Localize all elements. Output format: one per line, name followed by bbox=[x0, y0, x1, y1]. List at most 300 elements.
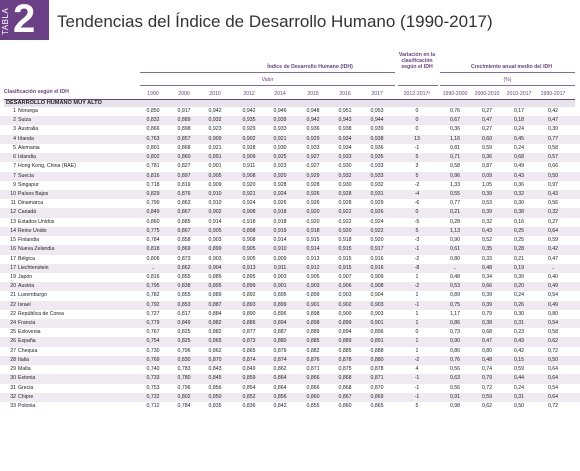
value-cell: 1 bbox=[415, 347, 419, 354]
value-cell: 0,903 bbox=[208, 255, 222, 262]
value-cell: 0,899 bbox=[306, 292, 320, 299]
value-cell: -1 bbox=[414, 301, 420, 308]
value-cell: 0,64 bbox=[547, 227, 559, 234]
value-cell: 0,850 bbox=[208, 393, 222, 400]
value-cell: 0,869 bbox=[370, 393, 384, 400]
value-cell: 0,98 bbox=[449, 403, 461, 409]
value-cell: 0,939 bbox=[370, 126, 384, 133]
value-cell: 0,801 bbox=[146, 144, 160, 151]
value-cell: 0,926 bbox=[273, 200, 287, 207]
value-cell: 0,860 bbox=[177, 154, 191, 161]
value-cell: 0,854 bbox=[242, 384, 256, 391]
value-cell: 0,730 bbox=[146, 347, 160, 354]
value-cell: 0,90 bbox=[449, 237, 461, 244]
year-header: 2012-2017ᵃ bbox=[403, 91, 431, 97]
country-cell: Polonia bbox=[18, 403, 36, 409]
value-cell: 0,54 bbox=[547, 292, 559, 299]
country-cell: Finlandia bbox=[18, 237, 40, 244]
rank-cell: 17 bbox=[10, 255, 16, 262]
country-cell: Irlanda bbox=[18, 135, 34, 142]
value-cell: 0,923 bbox=[273, 163, 287, 170]
year-header: 2012 bbox=[243, 91, 255, 97]
table-row bbox=[0, 135, 580, 144]
value-cell: -2 bbox=[414, 181, 420, 188]
value-cell: 0,925 bbox=[273, 154, 287, 161]
value-cell: 0,49 bbox=[547, 283, 559, 290]
value-cell: 0,933 bbox=[338, 154, 352, 161]
value-cell: 0,30 bbox=[547, 126, 559, 133]
value-cell: 0,933 bbox=[273, 126, 287, 133]
table-row bbox=[0, 208, 580, 217]
value-cell: 0,935 bbox=[242, 117, 256, 124]
rank-cell: 15 bbox=[10, 237, 16, 244]
table-row bbox=[0, 236, 580, 245]
value-cell: 0,919 bbox=[273, 227, 287, 234]
country-cell: Eslovenia bbox=[18, 329, 41, 336]
value-cell: 0,31 bbox=[513, 393, 525, 400]
value-cell: 0,910 bbox=[208, 190, 222, 197]
value-cell: 0,898 bbox=[306, 310, 320, 317]
value-cell: 0,55 bbox=[449, 190, 461, 197]
value-cell: 0,25 bbox=[513, 227, 525, 234]
value-cell: 0,38 bbox=[513, 209, 525, 216]
classification-label: Clasificación según el IDH bbox=[4, 89, 69, 95]
value-cell: -5 bbox=[414, 218, 420, 225]
value-cell: 1 bbox=[415, 320, 419, 327]
country-cell: Italia bbox=[18, 356, 29, 363]
value-cell: 0,80 bbox=[547, 310, 559, 317]
rank-cell: 2 bbox=[13, 117, 16, 124]
rank-cell: 14 bbox=[10, 227, 16, 234]
value-cell: 0,825 bbox=[177, 338, 191, 345]
value-cell: 0,909 bbox=[242, 154, 256, 161]
value-cell: 0,869 bbox=[177, 246, 191, 253]
value-cell: 0,880 bbox=[370, 356, 384, 363]
value-cell: 0,915 bbox=[338, 255, 352, 262]
value-cell: 0,792 bbox=[146, 301, 160, 308]
value-cell: 0,938 bbox=[338, 126, 352, 133]
country-cell: Bélgica bbox=[18, 255, 36, 262]
country-cell: Luxemburgo bbox=[18, 292, 47, 299]
country-cell: Islandia bbox=[18, 154, 36, 161]
value-cell: 0,24 bbox=[513, 292, 525, 299]
value-cell: 0,870 bbox=[208, 356, 222, 363]
value-cell: 0,73 bbox=[449, 329, 461, 336]
value-cell: 0,57 bbox=[547, 154, 559, 161]
value-cell: 0,38 bbox=[481, 320, 493, 327]
value-cell: 0,895 bbox=[273, 292, 287, 299]
value-cell: 0,894 bbox=[273, 320, 287, 327]
value-cell: 0,87 bbox=[481, 163, 493, 170]
value-cell: 0,849 bbox=[177, 320, 191, 327]
value-cell: 0,903 bbox=[208, 237, 222, 244]
table-tag-word: TABLA bbox=[1, 7, 10, 35]
value-cell: 0,908 bbox=[242, 237, 256, 244]
value-cell: 0,862 bbox=[177, 264, 191, 271]
value-cell: 0,42 bbox=[547, 246, 559, 253]
value-cell: 0,908 bbox=[242, 172, 256, 179]
value-cell: 0,903 bbox=[370, 310, 384, 317]
table-row bbox=[0, 153, 580, 162]
value-cell: 0,901 bbox=[306, 301, 320, 308]
value-cell: 0,26 bbox=[513, 301, 525, 308]
rank-cell: 12 bbox=[10, 209, 16, 216]
table-row bbox=[0, 365, 580, 374]
value-cell: 0,47 bbox=[547, 117, 559, 124]
value-cell: 0,879 bbox=[273, 347, 287, 354]
value-cell: 0,880 bbox=[273, 338, 287, 345]
value-cell: 0,32 bbox=[513, 190, 525, 197]
value-cell: 0,909 bbox=[208, 181, 222, 188]
value-cell: 1,33 bbox=[449, 181, 461, 188]
country-cell: Nueva Zelandia bbox=[18, 246, 55, 253]
value-cell: 0,732 bbox=[146, 393, 160, 400]
table-row bbox=[0, 172, 580, 181]
table-row bbox=[0, 227, 580, 236]
value-cell: 0,77 bbox=[449, 200, 461, 207]
value-cell: 0,939 bbox=[273, 117, 287, 124]
value-cell: 0,799 bbox=[146, 200, 160, 207]
value-cell: 0,895 bbox=[242, 273, 256, 280]
value-cell: 0,856 bbox=[273, 393, 287, 400]
value-cell: 0,865 bbox=[370, 403, 384, 409]
value-cell: 0,893 bbox=[242, 301, 256, 308]
value-cell: 0,31 bbox=[513, 320, 525, 327]
value-cell: 0,27 bbox=[481, 126, 493, 133]
value-cell: 0,783 bbox=[177, 366, 191, 373]
value-cell: 0,917 bbox=[177, 108, 191, 114]
table-row bbox=[0, 144, 580, 153]
value-cell: 0,921 bbox=[273, 135, 287, 142]
value-cell: 5 bbox=[415, 172, 419, 179]
table-row bbox=[0, 291, 580, 300]
value-cell: 0,899 bbox=[242, 283, 256, 290]
table-row bbox=[0, 393, 580, 402]
value-cell: 0,856 bbox=[208, 384, 222, 391]
country-cell: Grecia bbox=[18, 384, 34, 391]
value-cell: 0,56 bbox=[547, 200, 559, 207]
value-cell: 0,927 bbox=[306, 163, 320, 170]
value-cell: 0 bbox=[415, 117, 419, 124]
rank-cell: 20 bbox=[10, 283, 16, 290]
table-row bbox=[0, 347, 580, 356]
value-cell: 0,835 bbox=[208, 403, 222, 409]
value-cell: 0 bbox=[415, 108, 419, 114]
value-cell: 0,932 bbox=[338, 172, 352, 179]
country-cell: Australia bbox=[18, 126, 39, 133]
value-cell: 0,97 bbox=[547, 181, 559, 188]
value-cell: 0,845 bbox=[208, 375, 222, 382]
value-cell: 0,733 bbox=[146, 375, 160, 382]
variation-rule bbox=[398, 85, 438, 86]
value-cell: 0,784 bbox=[146, 237, 160, 244]
value-cell: 0,902 bbox=[208, 209, 222, 216]
value-cell: 0,924 bbox=[273, 190, 287, 197]
table-row bbox=[0, 245, 580, 254]
value-cell: 0,920 bbox=[370, 237, 384, 244]
value-cell: 0,16 bbox=[513, 218, 525, 225]
value-cell: 0,767 bbox=[146, 329, 160, 336]
value-cell: 0,42 bbox=[547, 108, 559, 114]
value-cell: 0,825 bbox=[177, 329, 191, 336]
value-cell: 0,842 bbox=[273, 403, 287, 409]
value-cell: 0,930 bbox=[273, 144, 287, 151]
table-row bbox=[0, 273, 580, 282]
value-cell: 0,81 bbox=[449, 144, 461, 151]
year-header: 2014 bbox=[274, 91, 286, 97]
value-cell: 0,930 bbox=[338, 181, 352, 188]
value-cell: 0,52 bbox=[481, 237, 493, 244]
value-cell: 0,49 bbox=[547, 301, 559, 308]
rank-cell: 28 bbox=[10, 356, 16, 363]
value-cell: 0,888 bbox=[370, 347, 384, 354]
value-cell: 0,902 bbox=[338, 301, 352, 308]
table-row bbox=[0, 402, 580, 411]
value-cell: 0,924 bbox=[242, 200, 256, 207]
value-cell: 0,852 bbox=[242, 393, 256, 400]
value-cell: 0,855 bbox=[177, 292, 191, 299]
value-cell: 0,894 bbox=[338, 329, 352, 336]
value-cell: 0,39 bbox=[481, 209, 493, 216]
value-cell: 0,35 bbox=[481, 246, 493, 253]
country-cell: Suecia bbox=[18, 172, 34, 179]
value-cell: 0,86 bbox=[449, 320, 461, 327]
country-cell: Israel bbox=[18, 301, 31, 308]
table-row bbox=[0, 337, 580, 346]
value-cell: 0,929 bbox=[306, 135, 320, 142]
value-cell: 4 bbox=[415, 366, 419, 373]
value-cell: 0,77 bbox=[547, 135, 559, 142]
table-row bbox=[0, 356, 580, 365]
value-cell: 0,915 bbox=[306, 237, 320, 244]
value-cell: 0,58 bbox=[547, 144, 559, 151]
country-cell: Estados Unidos bbox=[18, 218, 55, 225]
value-cell: 0,922 bbox=[338, 218, 352, 225]
value-cell: 0,21 bbox=[513, 255, 525, 262]
value-cell: 3 bbox=[415, 163, 419, 170]
rank-cell: 21 bbox=[10, 292, 16, 299]
value-cell: 0,873 bbox=[242, 338, 256, 345]
value-cell: 0,32 bbox=[547, 209, 559, 216]
table-row bbox=[0, 125, 580, 134]
rank-cell: 4 bbox=[13, 135, 16, 142]
value-cell: -8 bbox=[414, 264, 420, 271]
value-cell: 0,867 bbox=[177, 209, 191, 216]
value-cell: -4 bbox=[414, 190, 420, 197]
value-cell: 0,927 bbox=[306, 154, 320, 161]
value-cell: 0,901 bbox=[208, 163, 222, 170]
value-cell: 0,909 bbox=[208, 135, 222, 142]
value-cell: 0,909 bbox=[273, 255, 287, 262]
value-cell: 0,796 bbox=[177, 347, 191, 354]
country-cell: Austria bbox=[18, 283, 35, 290]
value-cell: 0,895 bbox=[208, 283, 222, 290]
rank-cell: 22 bbox=[10, 301, 16, 308]
rank-cell: 13 bbox=[10, 218, 16, 225]
country-cell: Liechtenstein bbox=[18, 264, 49, 271]
value-cell: 0,899 bbox=[338, 320, 352, 327]
value-cell: 0,943 bbox=[338, 117, 352, 124]
year-header: 2016 bbox=[339, 91, 351, 97]
value-cell: 5 bbox=[415, 403, 419, 409]
value-cell: 0,54 bbox=[547, 384, 559, 391]
value-cell: 0,855 bbox=[177, 273, 191, 280]
value-cell: -6 bbox=[414, 200, 420, 207]
value-cell: 0,897 bbox=[177, 172, 191, 179]
country-cell: Países Bajos bbox=[18, 190, 49, 197]
value-cell: 0,66 bbox=[481, 283, 493, 290]
table-row bbox=[0, 162, 580, 171]
value-cell: 0,900 bbox=[338, 310, 352, 317]
value-cell: 0,942 bbox=[242, 108, 256, 114]
value-cell: 0,916 bbox=[370, 255, 384, 262]
value-cell: 0,39 bbox=[481, 301, 493, 308]
value-cell: 0,903 bbox=[338, 292, 352, 299]
table-row bbox=[0, 255, 580, 264]
value-cell: 0,932 bbox=[370, 181, 384, 188]
value-cell: 0,911 bbox=[242, 163, 256, 170]
value-cell: 0,938 bbox=[370, 135, 384, 142]
value-cell: 0,933 bbox=[370, 163, 384, 170]
value-cell: 0,929 bbox=[242, 126, 256, 133]
country-cell: Francia bbox=[18, 320, 36, 327]
value-cell: 0,868 bbox=[338, 384, 352, 391]
table-number: 2 bbox=[13, 0, 36, 41]
country-cell: Chipre bbox=[18, 393, 34, 400]
value-cell: 0,921 bbox=[208, 144, 222, 151]
value-cell: 0,24 bbox=[513, 126, 525, 133]
country-cell: Japón bbox=[18, 273, 33, 280]
value-cell: 0,47 bbox=[481, 338, 493, 345]
value-cell: -1 bbox=[414, 393, 420, 400]
value-cell: 0,926 bbox=[306, 200, 320, 207]
value-cell: 0,901 bbox=[273, 283, 287, 290]
value-cell: 0,89 bbox=[449, 292, 461, 299]
variation-header: Variación en la clasificación según el IDH bbox=[398, 52, 436, 70]
value-cell: 0,796 bbox=[177, 384, 191, 391]
value-cell: 0,905 bbox=[208, 172, 222, 179]
value-cell: 0,49 bbox=[513, 163, 525, 170]
value-cell: 1,17 bbox=[449, 310, 461, 317]
value-cell: 0,867 bbox=[177, 227, 191, 234]
value-cell: 0,928 bbox=[242, 144, 256, 151]
rank-cell: 19 bbox=[10, 273, 16, 280]
country-cell: Dinamarca bbox=[18, 200, 44, 207]
value-cell: 0,935 bbox=[370, 154, 384, 161]
rank-cell: 32 bbox=[10, 393, 16, 400]
value-cell: 0,24 bbox=[513, 144, 525, 151]
year-header: 1990-2000 bbox=[442, 91, 468, 97]
value-cell: 0,858 bbox=[177, 237, 191, 244]
value-cell: 0,928 bbox=[306, 181, 320, 188]
value-cell: 0,15 bbox=[513, 356, 525, 363]
value-cell: 0,44 bbox=[513, 375, 525, 382]
value-cell: 0,920 bbox=[306, 218, 320, 225]
value-cell: 0,50 bbox=[547, 356, 559, 363]
value-cell: 0,942 bbox=[208, 108, 222, 114]
rank-cell: 5 bbox=[13, 144, 16, 151]
country-cell: España bbox=[18, 338, 36, 345]
country-cell: Noruega bbox=[18, 108, 38, 114]
value-cell: 0,48 bbox=[481, 264, 493, 271]
value-cell: 1 bbox=[415, 310, 419, 317]
value-cell: 0,884 bbox=[208, 310, 222, 317]
value-cell: 0,56 bbox=[449, 366, 461, 373]
rank-cell: 30 bbox=[10, 375, 16, 382]
value-cell: 0,36 bbox=[481, 154, 493, 161]
value-cell: .. bbox=[551, 264, 555, 271]
value-cell: 0 bbox=[415, 329, 419, 336]
value-cell: 0,889 bbox=[306, 329, 320, 336]
value-cell: 0,892 bbox=[242, 292, 256, 299]
value-cell: 0,921 bbox=[242, 190, 256, 197]
value-cell: 0,904 bbox=[208, 264, 222, 271]
value-cell: 0,68 bbox=[513, 154, 525, 161]
value-cell: -2 bbox=[414, 283, 420, 290]
value-cell: 0,64 bbox=[547, 366, 559, 373]
value-cell: 0,849 bbox=[146, 209, 160, 216]
value-cell: 0,876 bbox=[177, 190, 191, 197]
value-cell: 0,832 bbox=[146, 117, 160, 124]
value-cell: 0,885 bbox=[177, 218, 191, 225]
country-cell: Estonia bbox=[18, 375, 36, 382]
value-cell: 0,48 bbox=[481, 356, 493, 363]
value-cell: 0,66 bbox=[547, 163, 559, 170]
value-cell: 0,62 bbox=[481, 403, 493, 409]
rank-cell: 7 bbox=[13, 163, 16, 170]
value-cell: -1 bbox=[414, 375, 420, 382]
value-cell: 0,45 bbox=[513, 135, 525, 142]
value-cell: 0,891 bbox=[370, 338, 384, 345]
value-cell: 5 bbox=[415, 227, 419, 234]
value-cell: 0,74 bbox=[481, 366, 493, 373]
value-cell: 1,16 bbox=[449, 135, 461, 142]
value-cell: 0,64 bbox=[547, 393, 559, 400]
value-cell: 0,72 bbox=[547, 403, 559, 409]
value-cell: 0,62 bbox=[547, 338, 559, 345]
value-cell: 0,901 bbox=[370, 320, 384, 327]
value-cell: 0,68 bbox=[481, 329, 493, 336]
country-cell: Malta bbox=[18, 366, 31, 373]
value-cell: 0,896 bbox=[273, 310, 287, 317]
value-cell: 0,806 bbox=[146, 255, 160, 262]
value-cell: 0,866 bbox=[146, 126, 160, 133]
rank-cell: 9 bbox=[13, 181, 16, 188]
value-cell: 0,39 bbox=[513, 273, 525, 280]
value-cell: 0,91 bbox=[449, 393, 461, 400]
value-cell: 0,931 bbox=[370, 190, 384, 197]
value-cell: 0,918 bbox=[242, 218, 256, 225]
value-cell: 0,905 bbox=[242, 246, 256, 253]
value-cell: 0,918 bbox=[273, 209, 287, 216]
value-cell: 0,874 bbox=[273, 356, 287, 363]
page-title: Tendencias del Índice de Desarrollo Humano (1990-2017) bbox=[57, 12, 493, 31]
value-cell: 0,906 bbox=[338, 283, 352, 290]
value-cell: 0,866 bbox=[306, 375, 320, 382]
value-cell: 0,838 bbox=[177, 283, 191, 290]
year-header: 2015 bbox=[307, 91, 319, 97]
value-cell: 0,951 bbox=[338, 108, 352, 114]
value-cell: 0,75 bbox=[449, 301, 461, 308]
rank-cell: 25 bbox=[10, 329, 16, 336]
value-cell: 0,816 bbox=[146, 273, 160, 280]
value-cell: 0,882 bbox=[208, 320, 222, 327]
value-cell: 0,889 bbox=[177, 117, 191, 124]
value-cell: 0,899 bbox=[208, 246, 222, 253]
value-cell: 0,24 bbox=[513, 384, 525, 391]
value-cell: 0,928 bbox=[338, 200, 352, 207]
value-cell: 0,914 bbox=[208, 218, 222, 225]
